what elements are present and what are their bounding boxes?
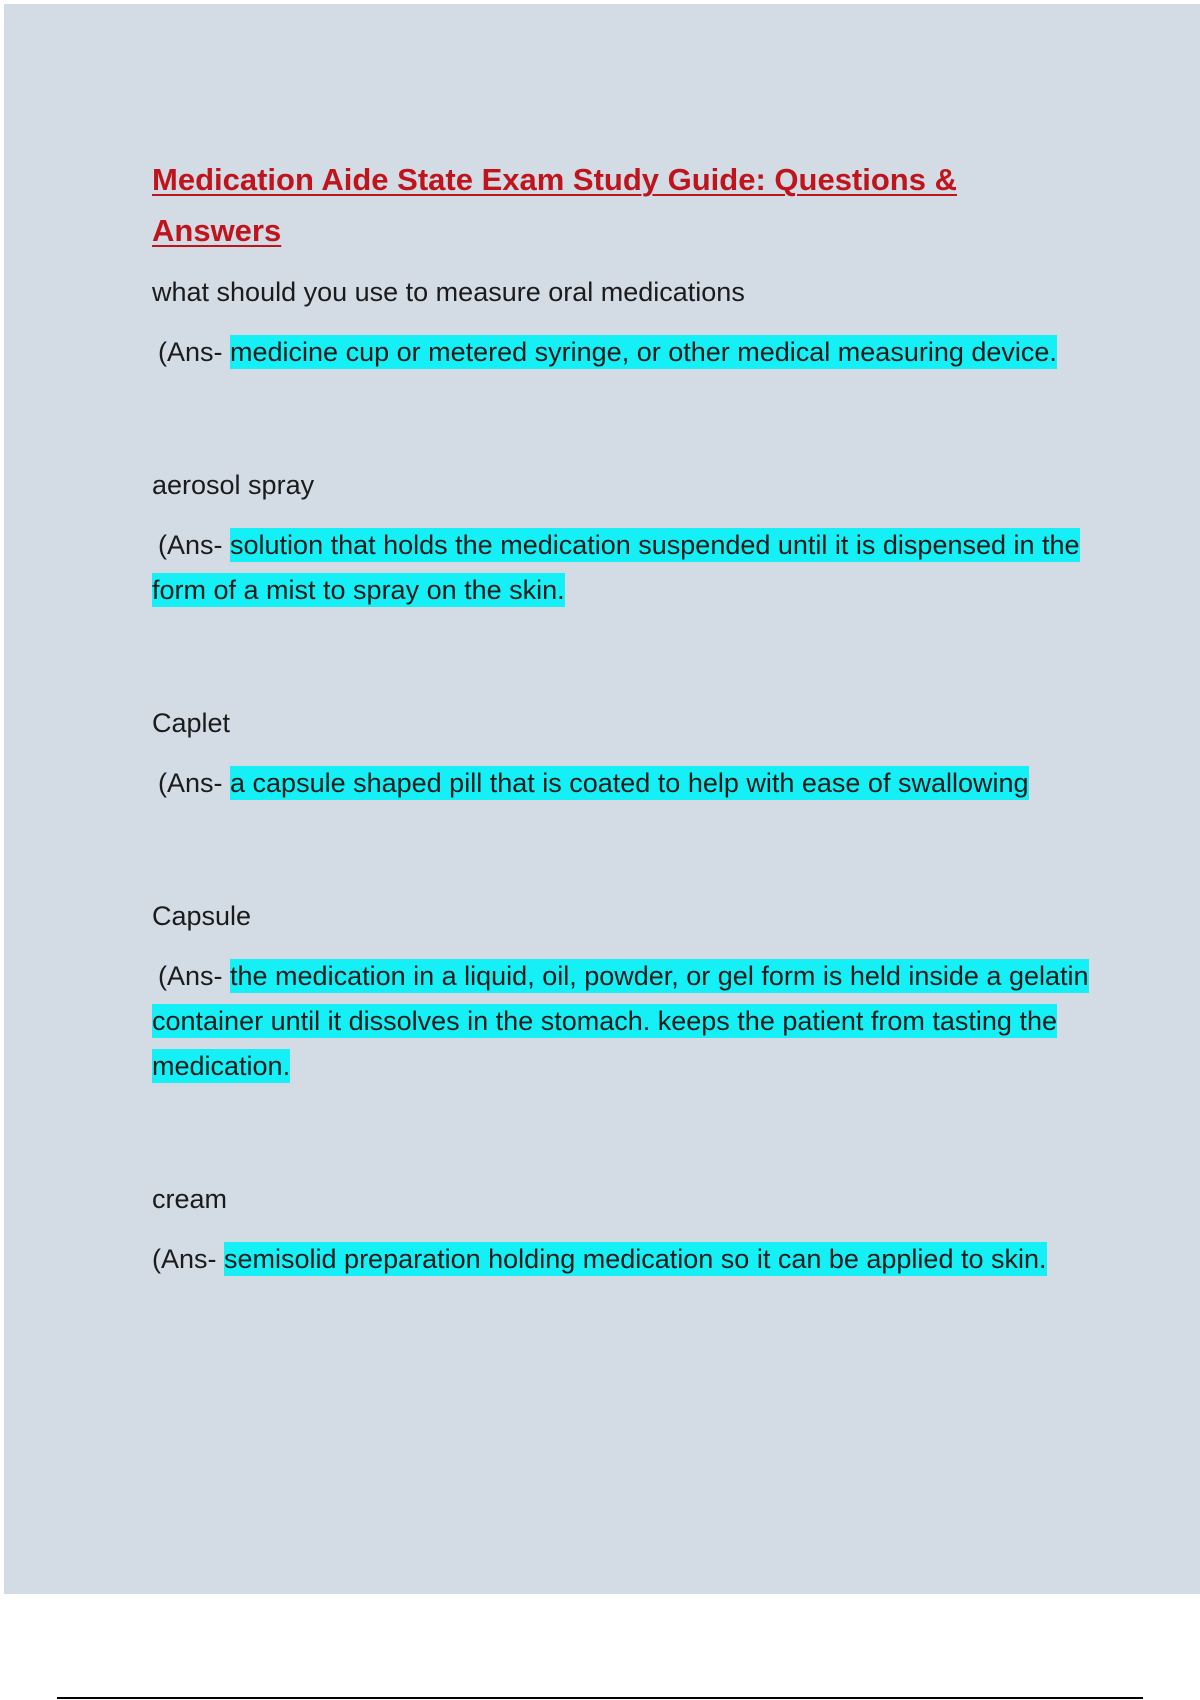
question-text: cream: [152, 1184, 228, 1214]
answer-text: [152, 761, 1112, 806]
document-title: Medication Aide State Exam Study Guide: Questions & Answers: [152, 162, 957, 248]
question-text: Capsule: [152, 901, 252, 931]
document-content: [152, 154, 1112, 1282]
spacer: [152, 613, 1112, 703]
highlighted-answer: a capsule shaped pill that is coated to help with ease of swallowing: [230, 768, 1029, 798]
qa-item: [152, 1179, 1112, 1282]
highlighted-answer: medicine cup or metered syringe, or other medical measuring device.: [230, 337, 1057, 367]
question-text: Caplet: [152, 708, 231, 738]
footer-divider: [57, 1697, 1143, 1699]
answer-prefix: (Ans-: [152, 1244, 225, 1274]
answer-prefix: (Ans-: [158, 961, 231, 991]
highlighted-answer: semisolid preparation holding medication so it can be applied to skin.: [224, 1244, 1047, 1274]
question-text: what should you use to measure oral medications: [152, 277, 745, 307]
qa-item: [152, 465, 1112, 613]
qa-item: [152, 896, 1112, 1089]
qa-item: [152, 703, 1112, 806]
spacer: [152, 1089, 1112, 1179]
answer-text: [152, 1237, 1112, 1282]
answer-text: [152, 954, 1112, 1089]
qa-item: [152, 272, 1112, 375]
highlighted-answer: the medication in a liquid, oil, powder, or gel form is held inside a gelatin container until it dissolves in the stomach. keeps the patient from tasting the medication.: [152, 961, 1089, 1081]
highlighted-answer: solution that holds the medication suspended until it is dispensed in the form of a mist to spray on the skin.: [152, 530, 1080, 605]
answer-text: [152, 523, 1112, 613]
answer-prefix: (Ans-: [158, 768, 231, 798]
answer-prefix: (Ans-: [158, 337, 231, 367]
answer-text: [152, 330, 1112, 375]
document-page: [4, 4, 1200, 1594]
spacer: [152, 375, 1112, 465]
answer-prefix: (Ans-: [158, 530, 231, 560]
spacer: [152, 806, 1112, 896]
question-text: aerosol spray: [152, 470, 315, 500]
